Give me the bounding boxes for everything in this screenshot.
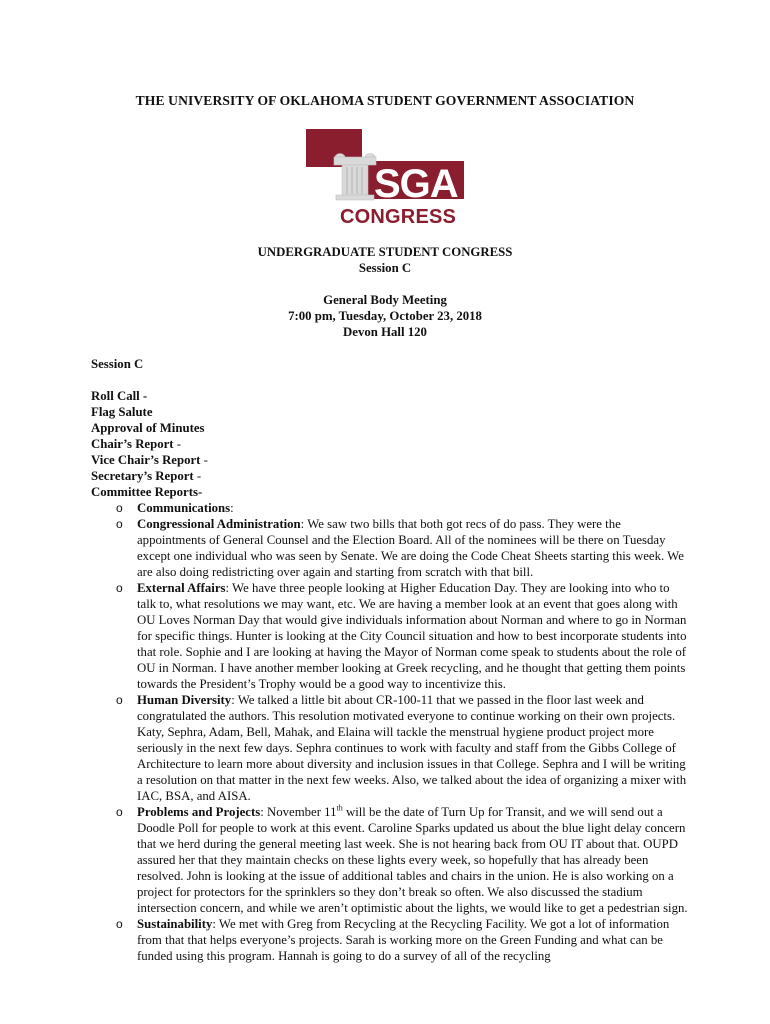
- bullet-icon: o: [116, 805, 123, 819]
- agenda-chair-report: Chair’s Report: [91, 437, 174, 451]
- bullet-icon: o: [116, 693, 123, 707]
- sga-congress-logo: [304, 127, 466, 227]
- report-communications: [91, 500, 691, 516]
- report-title: Communications: [137, 501, 231, 515]
- congress-heading: [0, 244, 770, 276]
- report-human-diversity: [91, 692, 691, 804]
- meeting-type: General Body Meeting: [323, 293, 447, 307]
- congress-name: UNDERGRADUATE STUDENT CONGRESS: [257, 245, 513, 259]
- bullet-icon: o: [116, 501, 123, 515]
- agenda-item: [91, 420, 208, 436]
- congress-logo-text: CONGRESS: [340, 206, 457, 227]
- meeting-datetime: 7:00 pm, Tuesday, October 23, 2018: [288, 309, 482, 323]
- report-congressional-administration: [91, 516, 691, 580]
- report-title: External Affairs: [137, 581, 226, 595]
- page-title: THE UNIVERSITY OF OKLAHOMA STUDENT GOVERNMENT ASSOCIATION: [135, 93, 635, 108]
- report-title: Sustainability: [137, 917, 213, 931]
- agenda-roll-call: Roll Call -: [91, 389, 148, 403]
- report-external-affairs: [91, 580, 691, 692]
- agenda-flag-salute: Flag Salute: [91, 405, 153, 419]
- agenda-item: [91, 404, 208, 420]
- agenda-secretary-suffix: -: [193, 469, 202, 483]
- agenda-item: [91, 388, 208, 404]
- agenda-vice-chair-suffix: -: [200, 453, 208, 467]
- bullet-icon: o: [116, 517, 123, 531]
- bullet-icon: o: [116, 581, 123, 595]
- congress-session: Session C: [358, 261, 412, 275]
- report-body: will be the date of Turn Up for Transit, and we will send out a Doodle Poll for people to work at this event. Caroline Sparks updated us about the blue light delay concern that we herd during the general meeting last week. She is not hearing back from OU IT about that. OUPD assured her that they maintain checks on these lights every week, so hopefully that has already been resolved. John is looking at the issue of additional tables and chairs in the union. He is also working on a project for protectors for the sprinklers so they don’t break so often. We also discussed the stadium intersection concern, and while we aren’t optimistic about the lights, we would like to get a pedestrian sign.: [137, 805, 688, 915]
- report-title: Problems and Projects: [137, 805, 261, 819]
- agenda-item: [91, 452, 208, 468]
- agenda-approval: Approval of Minutes: [91, 421, 205, 435]
- report-sustainability: [91, 916, 691, 964]
- report-body: : We have three people looking at Higher Education Day. They are looking into who to talk to, what resolutions we may want, etc. We are having a member look at an event that goes along with OU Loves Norman Day that would give individuals information about Norman and where to go in Norman for specific things. Hunter is looking at the City Council situation and how to best incorporate students into that role. Sophie and I are looking at having the Mayor of Norman come speak to students about the role of OU in Norman. I have another member looking at Greek recycling, and he thought that getting them points towards the President’s Trophy would be a good way to incentivize this.: [137, 581, 687, 691]
- bullet-icon: o: [116, 917, 123, 931]
- report-body: : We saw two bills that both got recs of do pass. They were the appointments of General Counsel and the Election Board. All of the nominees will be there on Tuesday except one individual who was seen by Senate. We are doing the Code Cheat Sheets starting this week. We are also doing redistricting over again and starting from scratch with that bill.: [137, 517, 684, 579]
- report-problems-and-projects: [91, 804, 691, 916]
- session-label: Session C: [91, 357, 144, 371]
- meeting-info: [0, 292, 770, 340]
- agenda-chair-suffix: -: [173, 437, 182, 451]
- report-body: :: [230, 501, 234, 515]
- agenda-list: [91, 388, 208, 500]
- report-body-sup: th: [336, 803, 343, 813]
- agenda-item: [91, 484, 208, 500]
- sga-logo-text: SGA: [374, 162, 458, 206]
- agenda-secretary-report: Secretary’s Report: [91, 469, 194, 483]
- report-body: : We talked a little bit about CR-100-11 that we passed in the floor last week and congratulated the authors. This resolution motivated everyone to continue working on their own projects. Katy, Sephra, Adam, Bell, Mahak, and Elaina will tackle the menstrual hygiene product project more seriously in the next few days. Sephra continues to work with faculty and staff from the Gibbs College of Architecture to learn more about diversity and inclusion issues in that College. Sephra and I will be writing a resolution on that matter in the next few weeks. Also, we talked about the idea of organizing a mixer with IAC, BSA, and AISA.: [137, 693, 687, 803]
- report-body: : We met with Greg from Recycling at the Recycling Facility. We got a lot of information from that that helps everyone’s projects. Sarah is working more on the Green Funding and what can be funded using this program. Hannah is going to do a survey of all of the recycling: [137, 917, 670, 963]
- agenda-committee-reports: Committee Reports-: [91, 485, 203, 499]
- meeting-location: Devon Hall 120: [343, 325, 427, 339]
- committee-reports-list: [91, 500, 691, 964]
- agenda-item: [91, 436, 208, 452]
- agenda-vice-chair-report: Vice Chair’s Report: [91, 453, 201, 467]
- agenda-item: [91, 468, 208, 484]
- report-title: Congressional Administration: [137, 517, 301, 531]
- report-body-pre: : November 11: [260, 805, 337, 819]
- report-title: Human Diversity: [137, 693, 232, 707]
